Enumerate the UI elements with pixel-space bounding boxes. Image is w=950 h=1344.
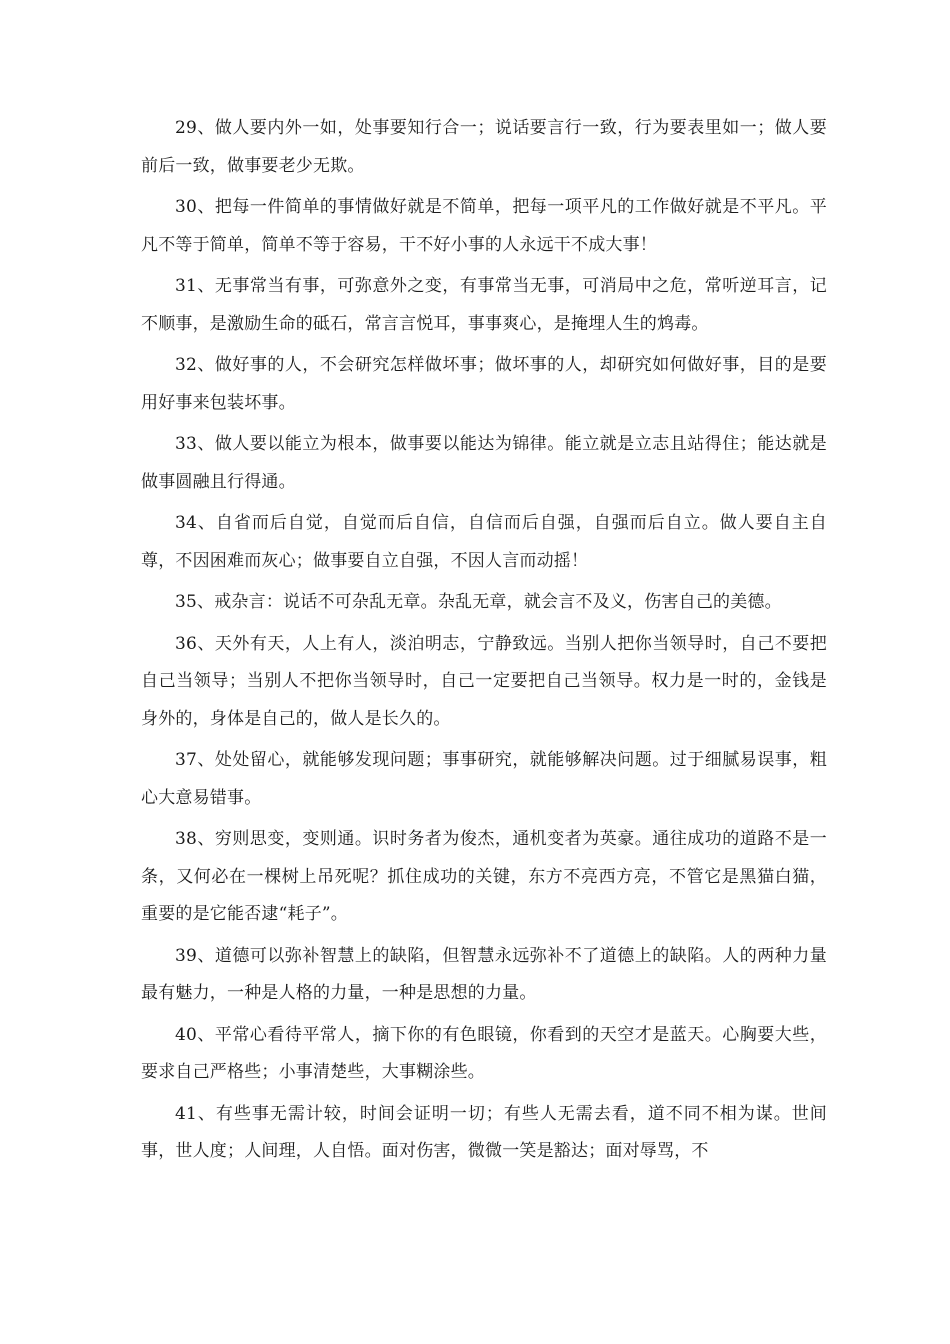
paragraph-33: 33、做人要以能立为根本，做事要以能达为锦律。能立就是立志且站得住；能达就是做事圆融且行得通。 bbox=[141, 434, 827, 492]
paragraph-30: 30、把每一件简单的事情做好就是不简单，把每一项平凡的工作做好就是不平凡。平凡不等于简单，简单不等于容易，干不好小事的人永远干不成大事！ bbox=[141, 197, 827, 255]
paragraph-38: 38、穷则思变，变则通。识时务者为俊杰，通机变者为英豪。通往成功的道路不是一条，又何必在一棵树上吊死呢？抓住成功的关键，东方不亮西方亮，不管它是黑猫白猫，重要的是它能否逮“耗子”。 bbox=[141, 829, 827, 924]
paragraph-36: 36、天外有天，人上有人，淡泊明志，宁静致远。当别人把你当领导时，自己不要把自己当领导；当别人不把你当领导时，自己一定要把自己当领导。权力是一时的，金钱是身外的，身体是自己的，做人是长久的。 bbox=[141, 633, 827, 729]
paragraph-35: 35、戒杂言：说话不可杂乱无章。杂乱无章，就会言不及义，伤害自己的美德。 bbox=[175, 592, 782, 612]
document-body bbox=[141, 110, 827, 1175]
paragraph-39: 39、道德可以弥补智慧上的缺陷，但智慧永远弥补不了道德上的缺陷。人的两种力量最有魅力，一种是人格的力量，一种是思想的力量。 bbox=[141, 945, 827, 1003]
paragraph-37: 37、处处留心，就能够发现问题；事事研究，就能够解决问题。过于细腻易误事，粗心大意易错事。 bbox=[141, 750, 827, 808]
paragraph-32: 32、做好事的人，不会研究怎样做坏事；做坏事的人，却研究如何做好事，目的是要用好事来包装坏事。 bbox=[141, 355, 827, 413]
paragraph-40: 40、平常心看待平常人，摘下你的有色眼镜，你看到的天空才是蓝天。心胸要大些，要求自己严格些；小事清楚些，大事糊涂些。 bbox=[141, 1024, 827, 1082]
paragraph-29: 29、做人要内外一如，处事要知行合一；说话要言行一致，行为要表里如一；做人要前后一致，做事要老少无欺。 bbox=[141, 118, 827, 176]
paragraph-31: 31、无事常当有事，可弥意外之变，有事常当无事，可消局中之危，常听逆耳言，记不顺事，是激励生命的砥石，常言言悦耳，事事爽心，是掩埋人生的鸩毒。 bbox=[141, 276, 827, 334]
paragraph-34: 34、自省而后自觉，自觉而后自信，自信而后自强，自强而后自立。做人要自主自尊，不因困难而灰心；做事要自立自强，不因人言而动摇！ bbox=[141, 513, 827, 571]
paragraph-41: 41、有些事无需计较，时间会证明一切；有些人无需去看，道不同不相为谋。世间事，世人度；人间理，人自悟。面对伤害，微微一笑是豁达；面对辱骂，不 bbox=[141, 1103, 827, 1161]
